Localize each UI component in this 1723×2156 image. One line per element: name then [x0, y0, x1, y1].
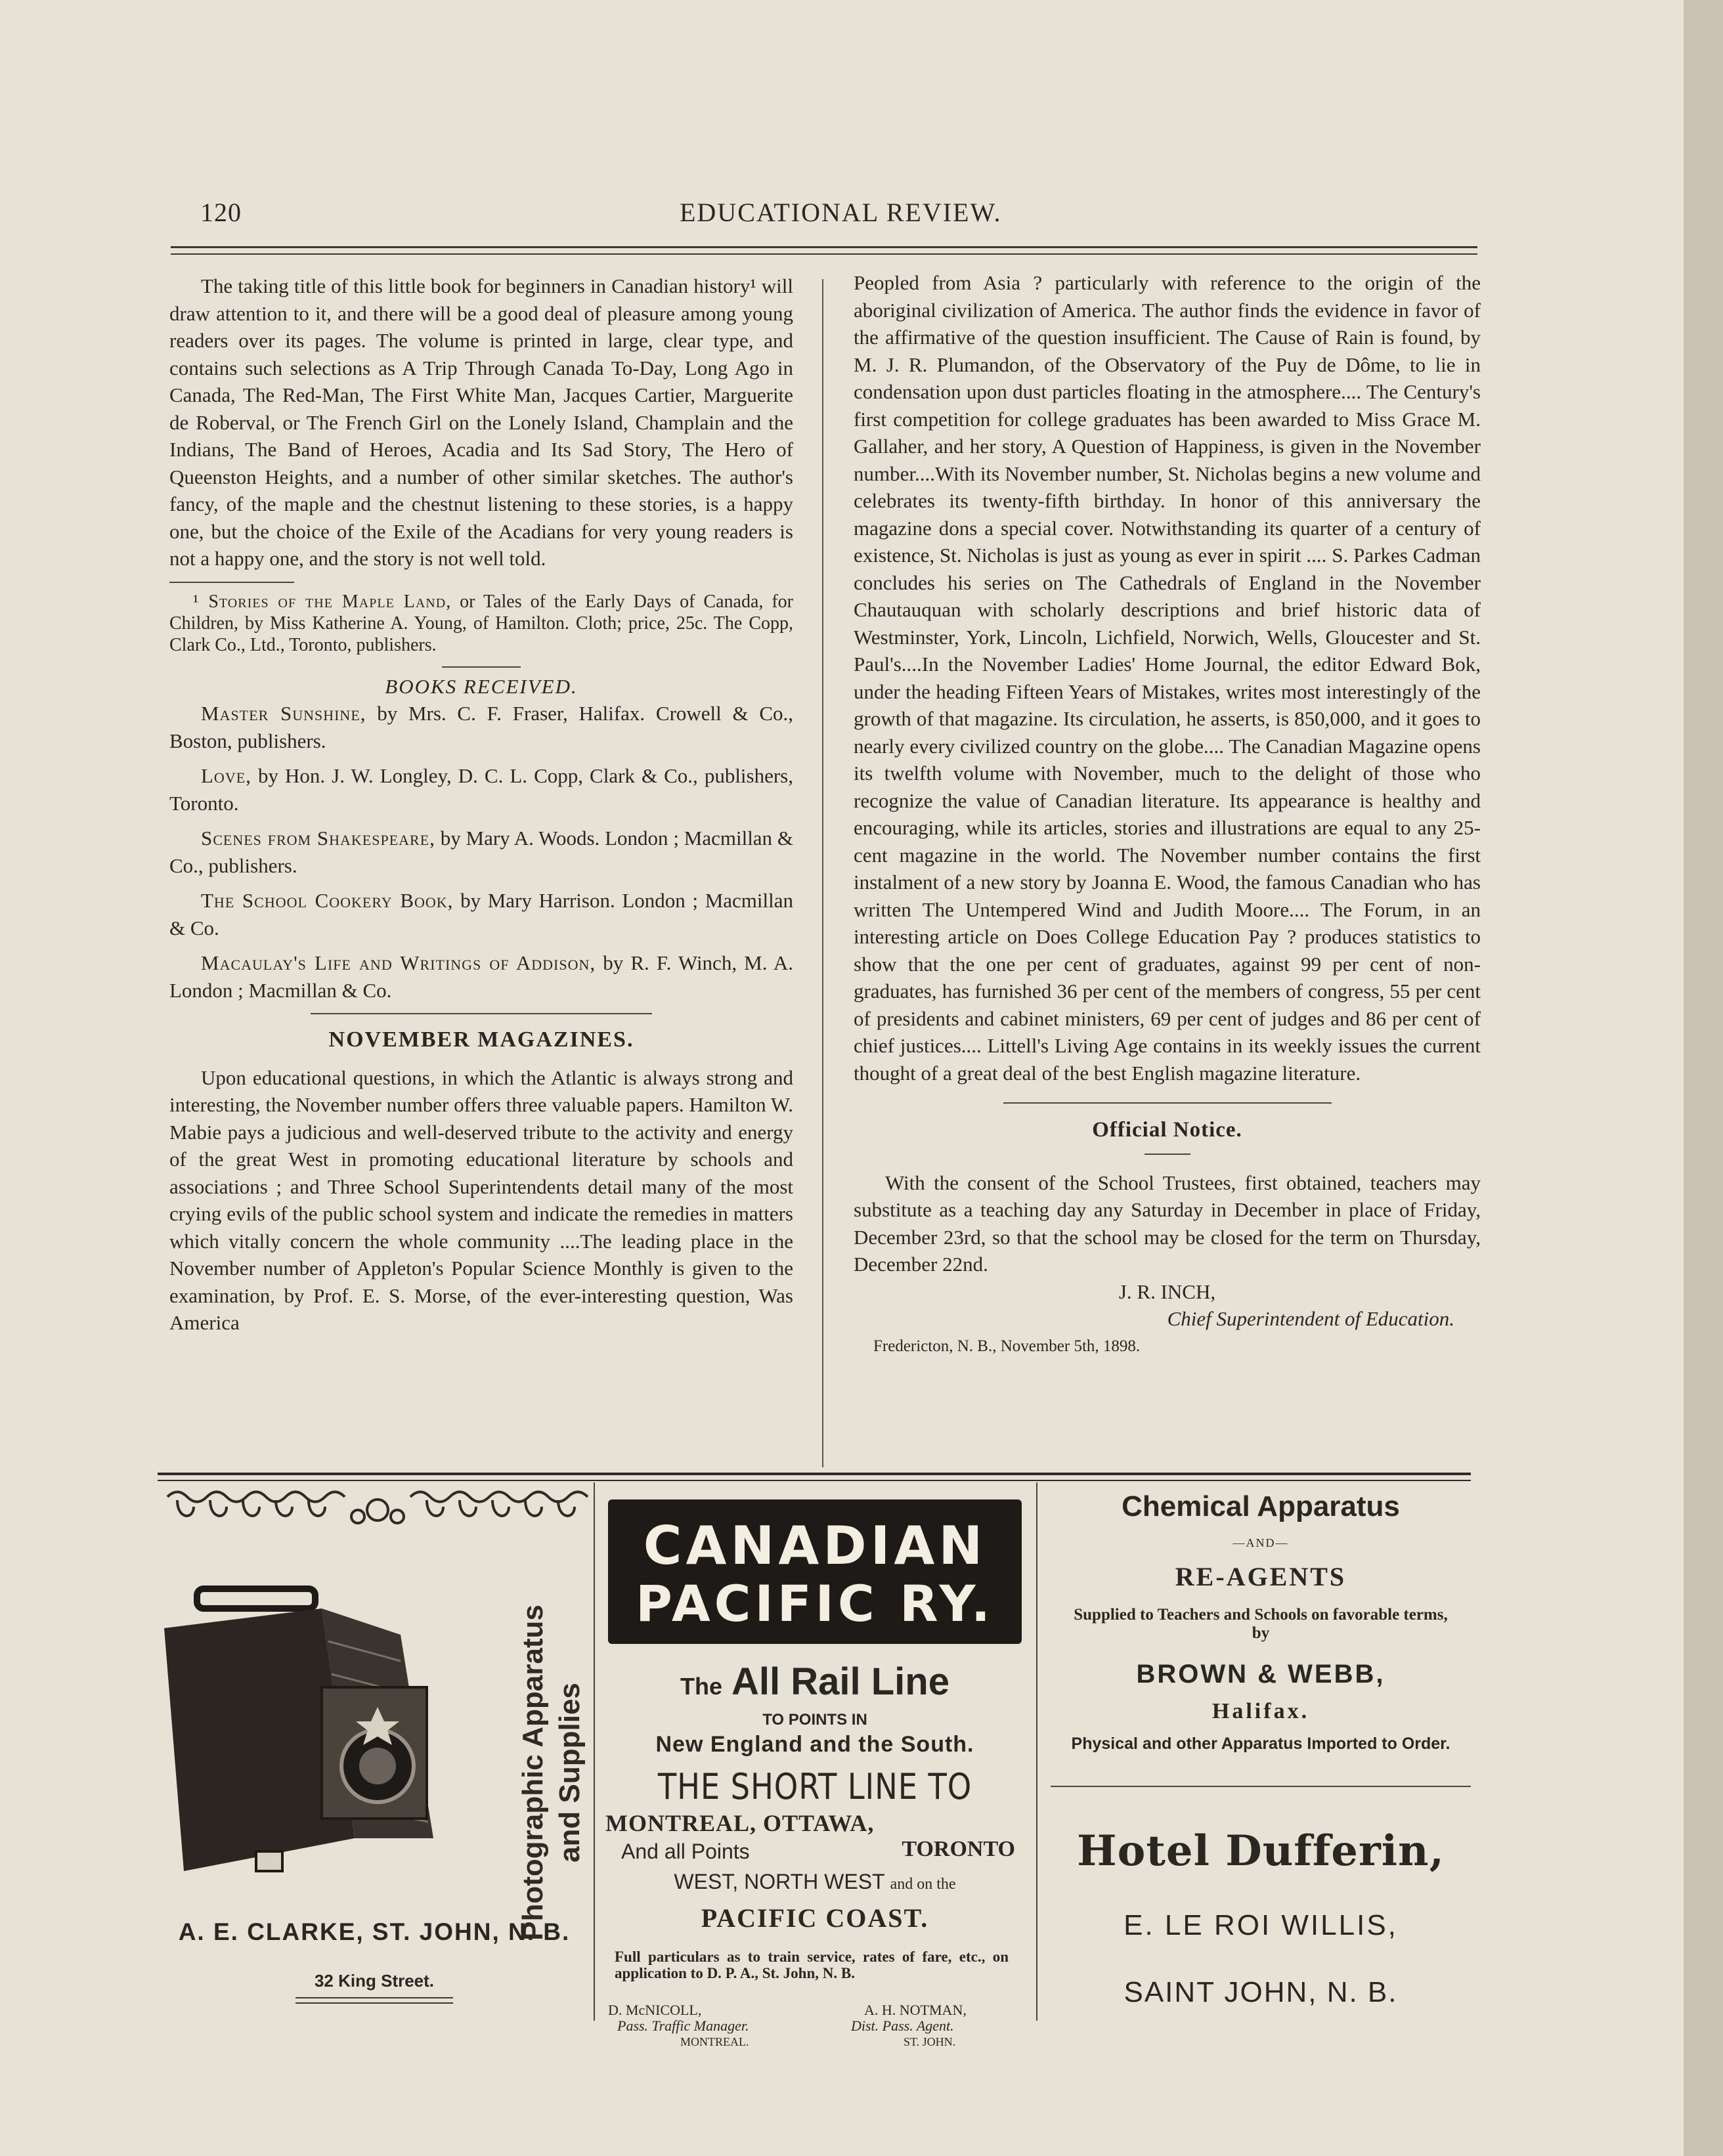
book-title: Macaulay's Life and Writings of Addison, — [201, 951, 596, 974]
reagents-heading: RE-AGENTS — [1175, 1562, 1347, 1591]
november-magazines-heading: NOVEMBER MAGAZINES. — [328, 1027, 634, 1052]
official-notice-paragraph: With the consent of the School Trustees, first obtained, teachers may substitute as a teaching day any Saturday in December in place of Friday, December 23rd, so that the school may be closed for the term on Thursday, December 22nd. — [854, 1171, 1481, 1276]
vertical-label-line: and Supplies — [554, 1683, 586, 1863]
official-notice-heading: Official Notice. — [1092, 1118, 1242, 1142]
book-entry — [169, 825, 793, 879]
west-line — [601, 1870, 1028, 1894]
section-rule — [442, 666, 521, 668]
book-entry — [169, 700, 793, 754]
book-title: Scenes from Shakespeare, — [201, 827, 435, 850]
book-details: by Mrs. C. F. Fraser, Halifax. Crowell & Co., Boston, publishers. — [169, 702, 794, 752]
book-entry — [169, 887, 793, 941]
and-on-the-label: and on the — [890, 1876, 956, 1893]
footnote — [169, 591, 793, 656]
book-details: by Hon. J. W. Longley, D. C. L. Copp, Clark & Co., publishers, Toronto. — [169, 764, 793, 815]
and-label: —AND— — [1232, 1536, 1289, 1549]
book-title: The School Cookery Book, — [201, 889, 454, 912]
footnote-text: or Tales of the Early Days of Canada, for Children, by Miss Katherine A. Young, of Hamilton. Cloth; price, 25c. The Copp, Clark Co., Ltd., Toronto, publishers. — [169, 591, 794, 655]
hotel-city: SAINT JOHN, N. B. — [1123, 1976, 1398, 2008]
book-details: by Mary Harrison. London ; Macmillan & Co. — [169, 889, 793, 939]
books-received-heading: BOOKS RECEIVED. — [385, 674, 578, 698]
notice-dash — [1145, 1153, 1190, 1155]
new-england-line: New England and the South. — [655, 1732, 974, 1757]
magazines-continued-paragraph: Peopled from Asia ? particularly with reference to the origin of the aboriginal civilization of America. The author finds the evidence in favor of the affirmative of the question insufficient. The Cause of Rain is found, by M. J. R. Plumandon, of the Observatory of the Puy de Dôme, to lie in condensation upon dust particles floating in the atmosphere.... The Century's first competition for college graduates has been awarded to Miss Grace M. Gallaher, and her story, A Question of Happiness, is given in the November number....With its November number, St. Nicholas begins a new volume and celebrates its twenty-fifth birthday. In honor of this anniversary the magazine dons a special cover. Notwithstanding its quarter of a century of existence, St. Nicholas is just as young as ever in spirit .... S. Parkes Cadman concludes his series on The Cathedrals of England in the November Chautauquan with scholarly descriptions and brief historic data of Westminster, York, Lincoln, Lichfield, Norwich, Wells, Gloucester and St. Paul's....In the November Ladies' Home Journal, the editor Edward Bok, under the heading Fifteen Years of Mistakes, writes most interestingly of the growth of that magazine. Its circulation, he asserts, is 850,000, and it goes to nearly every civilized country on the globe.... The Canadian Magazine opens its twelfth volume with November, much to the delight of those who recognize the value of Canadian literature. Its appearance is healthy and encouraging, while its articles, stories and illustrations are equal to any 25-cent magazine in the world. The November number contains the first instalment of a new story by Joanna E. Wood, the famous Canadian who has written The Untempered Wind and Judith Moore.... The Forum, in an interesting article on Does College Education Pay ? produces statistics to show that the one per cent of graduates, against 99 per cent of non-graduates, has furnished 36 per cent of the members of congress, 55 per cent of presidents and cabinet ministers, 69 per cent of judges and 86 per cent of chief justices.... Littell's Living Age contains in its weekly issues the current thought of a great deal of the best English magazine literature. — [854, 271, 1481, 1085]
books-received-list — [169, 700, 793, 1004]
cpr-advertisement — [601, 1489, 1028, 2048]
to-points-in: TO POINTS IN — [762, 1711, 867, 1729]
halifax-label: Halifax. — [1211, 1699, 1310, 1723]
clarke-address: 32 King Street. — [314, 1971, 435, 1991]
toronto-label: TORONTO — [902, 1837, 1015, 1861]
column-divider — [822, 279, 823, 1467]
book-entry — [169, 949, 793, 1004]
hotel-proprietor: E. LE ROI WILLIS, — [1123, 1909, 1398, 1941]
particulars-text: Full particulars as to train service, rates of fare, etc., on application to D. P. A., St. John, N. B. — [615, 1949, 1009, 1981]
all-rail-label: All Rail Line — [731, 1660, 949, 1703]
page-header — [171, 197, 1477, 236]
the-label: The — [680, 1673, 723, 1700]
signature-title: Chief Superintendent of Education. — [1167, 1307, 1454, 1330]
magazines-paragraph: Upon educational questions, in which the Atlantic is always strong and interesting, the November number offers three valuable papers. Hamilton W. Mabie pays a judicious and well-deserved tribute to the activity and energy of the great West in promoting educational literature by schools and associations ; and Three School Superintendents detail many of the most crying evils of the public school system and indicate the remedies in matters which vitally concern the whole community ....The leading place in the November number of Appleton's Popular Science Monthly is given to the examination, by Prof. E. S. Morse, of the ever-interesting question, Was America — [169, 1066, 793, 1334]
clarke-advertisement — [158, 1484, 591, 2022]
dateline: Fredericton, N. B., November 5th, 1898. — [873, 1337, 1141, 1355]
footnote-rule — [169, 582, 294, 583]
address-rule — [295, 2002, 453, 2004]
short-line: THE SHORT LINE TO — [657, 1766, 972, 1807]
pacific-coast-line: PACIFIC COAST. — [701, 1903, 929, 1933]
and-all-points: And all Points — [621, 1840, 750, 1863]
book-entry — [169, 762, 793, 817]
book-title: Love, — [201, 764, 251, 787]
st-john-contact — [851, 2002, 1028, 2050]
montreal-contact — [608, 2002, 805, 2050]
page-spine-shadow — [1684, 0, 1723, 2156]
address-rule — [295, 1997, 453, 1998]
photographic-apparatus-label — [515, 1605, 588, 1941]
ornamental-border-icon — [164, 1484, 591, 1536]
folding-camera-icon — [158, 1576, 447, 1930]
ad-divider — [1036, 1482, 1037, 2021]
ad-divider — [594, 1482, 595, 2021]
book-title: Master Sunshine, — [201, 702, 366, 725]
contact-city: MONTREAL. — [680, 2035, 749, 2048]
book-details: by Mary A. Woods. London ; Macmillan & Co., publishers. — [169, 827, 793, 877]
cpr-banner — [608, 1499, 1022, 1644]
cities-line: MONTREAL, OTTAWA, — [605, 1810, 875, 1836]
footnote-title: ¹ Stories of the Maple Land, — [193, 591, 452, 612]
header-rule — [171, 246, 1477, 255]
advertisement-rule — [158, 1473, 1471, 1481]
contact-city: ST. JOHN. — [904, 2035, 956, 2048]
contact-title: Dist. Pass. Agent. — [851, 2017, 954, 2034]
right-column — [854, 269, 1481, 1360]
ad-separator — [1051, 1786, 1471, 1787]
brown-webb-firm: BROWN & WEBB, — [1136, 1660, 1385, 1689]
section-rule — [1003, 1102, 1332, 1104]
brown-webb-advertisement — [1044, 1482, 1477, 2034]
vertical-label-line: Photographic Apparatus — [517, 1605, 549, 1941]
book-details: by R. F. Winch, M. A. London ; Macmillan & Co. — [169, 951, 794, 1002]
hotel-dufferin-name: Hotel Dufferin, — [1077, 1826, 1445, 1876]
section-rule — [311, 1013, 652, 1014]
supplied-text: Supplied to Teachers and Schools on favorable terms, by — [1074, 1606, 1448, 1642]
book-review-paragraph: The taking title of this little book for beginners in Canadian history¹ will draw attention to it, and there will be a good deal of pleasure among young readers over its pages. The volume is printed in large, clear type, and contains such selections as A Trip Through Canada To-Day, Long Ago in Canada, The Red-Man, The First White Man, Jacques Cartier, Marguerite de Roberval, or The French Girl on the Lonely Island, Champlain and the Indians, The Band of Heroes, Acadia and Its Sad Story, The Hero of Queenston Heights, and a number of other similar sketches. The author's fancy, of the maple and the chestnut listening to these stories, is a happy one, but the choice of the Exile of the Acadians for very young readers is not a happy one, and the story is not well told. — [169, 274, 793, 570]
all-rail-line — [601, 1660, 1028, 1704]
left-column — [169, 272, 793, 1337]
running-title: EDUCATIONAL REVIEW. — [680, 198, 1002, 227]
contact-name: D. McNICOLL, — [608, 2002, 702, 2018]
contact-title: Pass. Traffic Manager. — [617, 2017, 749, 2034]
banner-line-pacific: PACIFIC RY. — [636, 1574, 994, 1633]
contact-name: A. H. NOTMAN, — [864, 2002, 967, 2018]
signature-name: J. R. INCH, — [1118, 1280, 1216, 1303]
physical-apparatus-text: Physical and other Apparatus Imported to Order. — [1071, 1735, 1450, 1753]
banner-line-canadian: CANADIAN — [643, 1515, 987, 1576]
clarke-name: A. E. CLARKE, ST. JOHN, N. B. — [178, 1918, 571, 1945]
west-label: WEST, NORTH WEST — [674, 1870, 885, 1893]
page-number: 120 — [200, 198, 242, 227]
chemical-apparatus-heading: Chemical Apparatus — [1122, 1490, 1400, 1522]
